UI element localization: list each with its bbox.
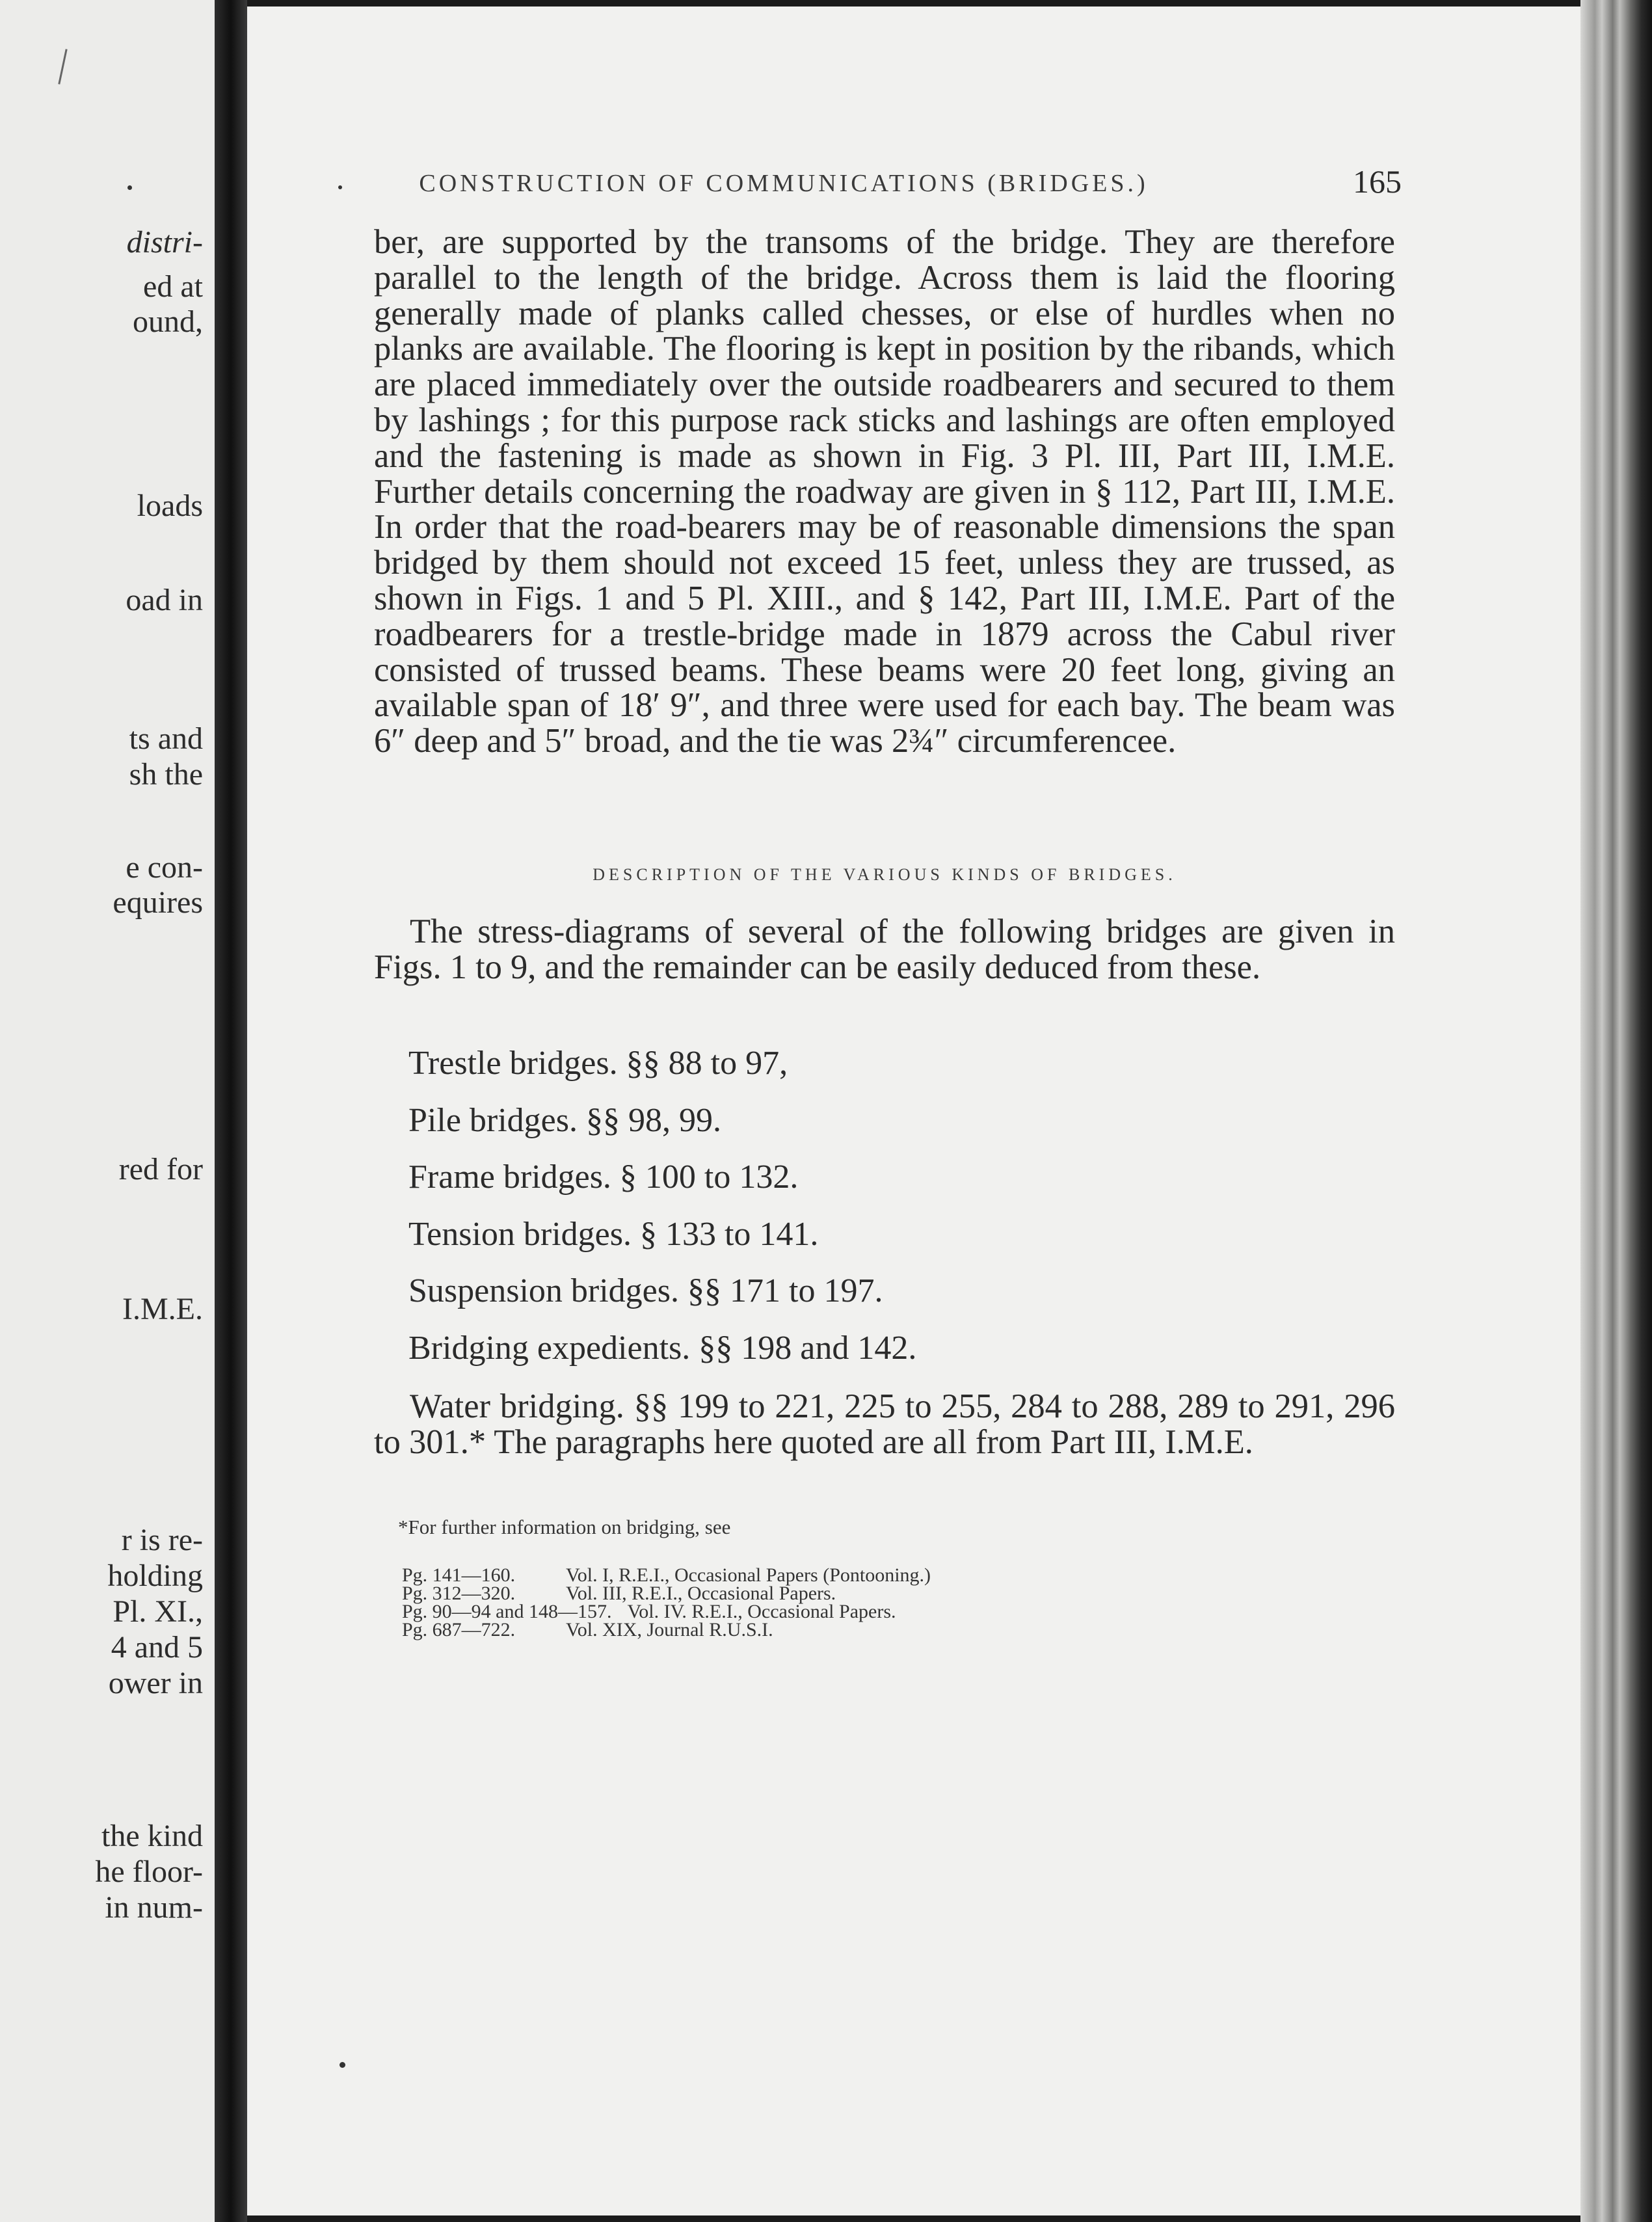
left-page-fragment [0, 0, 215, 2222]
left-page-line: equires [113, 885, 203, 920]
left-page-line: ed at [143, 269, 203, 304]
page-header [257, 163, 1402, 208]
bridge-list [408, 1044, 1352, 1385]
pencil-mark [58, 49, 67, 84]
left-page-line: I.M.E. [122, 1292, 203, 1326]
page-number: 165 [1353, 163, 1402, 200]
ref-source: Vol. III, R.E.I., Occasional Papers. [566, 1583, 836, 1604]
list-item: Tension bridges. § 133 to 141. [408, 1215, 819, 1253]
list-item: Pile bridges. §§ 98, 99. [408, 1101, 721, 1139]
running-head: CONSTRUCTION OF COMMUNICATIONS (BRIDGES.) [419, 170, 1149, 197]
footnote-references [402, 1566, 1378, 1639]
left-page-line: Pl. XI., [113, 1594, 203, 1629]
footnote-ref [402, 1621, 1378, 1639]
intro-paragraph: The stress-diagrams of several of the following bridges are given in Figs. 1 to 9, and the remainder can be easily deduced from these. [374, 913, 1395, 986]
left-page-line: loads [137, 489, 203, 523]
ref-source: Vol. I, R.E.I., Occasional Papers (Pontooning.) [566, 1564, 931, 1586]
left-page-line: red for [118, 1152, 203, 1186]
footnote-intro: *For further information on bridging, see [398, 1516, 731, 1538]
water-bridging-paragraph: Water bridging. §§ 199 to 221, 225 to 255, 284 to 288, 289 to 291, 296 to 301.* The paragraphs here quoted are all from Part III, I.M.E. [374, 1387, 1395, 1461]
left-page-line: sh the [129, 757, 203, 792]
ref-source: Vol. IV. R.E.I., Occasional Papers. [627, 1601, 896, 1622]
list-item: Suspension bridges. §§ 171 to 197. [408, 1272, 883, 1309]
book-gutter [215, 0, 247, 2222]
ref-source: Vol. XIX, Journal R.U.S.I. [566, 1619, 773, 1640]
left-page-line: distri- [126, 225, 203, 260]
ink-speck [340, 2062, 345, 2068]
footnote-ref [402, 1566, 1378, 1585]
ref-pages: Pg. 687—722. [402, 1619, 516, 1640]
ref-pages: Pg. 141—160. [402, 1564, 516, 1586]
left-page-line: he floor- [95, 1854, 203, 1889]
ref-pages: Pg. 90—94 and 148—157. [402, 1601, 612, 1622]
footnote-ref [402, 1603, 1378, 1621]
footnote-ref [402, 1585, 1378, 1603]
main-paragraph [374, 224, 1395, 759]
left-page-line: ower in [108, 1666, 203, 1700]
list-item: Trestle bridges. §§ 88 to 97, [408, 1045, 788, 1082]
ref-pages: Pg. 312—320. [402, 1583, 516, 1604]
list-item: Bridging expedients. §§ 198 and 142. [408, 1329, 917, 1367]
left-page-line: 4 and 5 [111, 1630, 203, 1665]
left-page-line: holding [107, 1559, 203, 1593]
page-edges [1580, 0, 1652, 2222]
main-paragraph-text: ber, are supported by the transoms of the bridge. They are therefore parallel to the length of the bridge. Across them is laid the flooring generally made of planks called chesses, or else of hurdles when no planks are available. The flooring is kept in position by the ribands, which are placed immediately over the outside roadbearers and secured to them by lashings ; for this purpose rack sticks and lashings are often employed and the fastening is made as shown in Fig. 3 Pl. III, Part III, I.M.E. Further details concerning the roadway are given in § 112, Part III, I.M.E. In order that the road-bearers may be of reasonable dimensions the span bridged by them should not exceed 15 feet, unless they are trussed, as shown in Figs. 1 and 5 Pl. XIII., and § 142, Part III, I.M.E. Part of the roadbearers for a trestle-bridge made in 1879 across the Cabul river consisted of trussed beams. These beams were 20 feet long, giving an available span of 18′ 9″, and three were used for each bay. The beam was 6″ deep and 5″ broad, and the tie was 2¾″ circumferencee. [374, 223, 1395, 760]
ink-speck [127, 185, 132, 190]
left-page-line: the kind [101, 1819, 203, 1853]
left-page-line: in num- [105, 1890, 203, 1925]
left-page-line: ts and [129, 721, 203, 756]
left-page-line: e con- [126, 850, 203, 885]
list-item: Frame bridges. § 100 to 132. [408, 1158, 799, 1196]
left-page-line: oad in [126, 583, 203, 617]
left-page-line: r is re- [121, 1523, 203, 1557]
section-heading: DESCRIPTION OF THE VARIOUS KINDS OF BRIDGES. [593, 865, 1177, 884]
left-page-line: ound, [133, 304, 203, 339]
